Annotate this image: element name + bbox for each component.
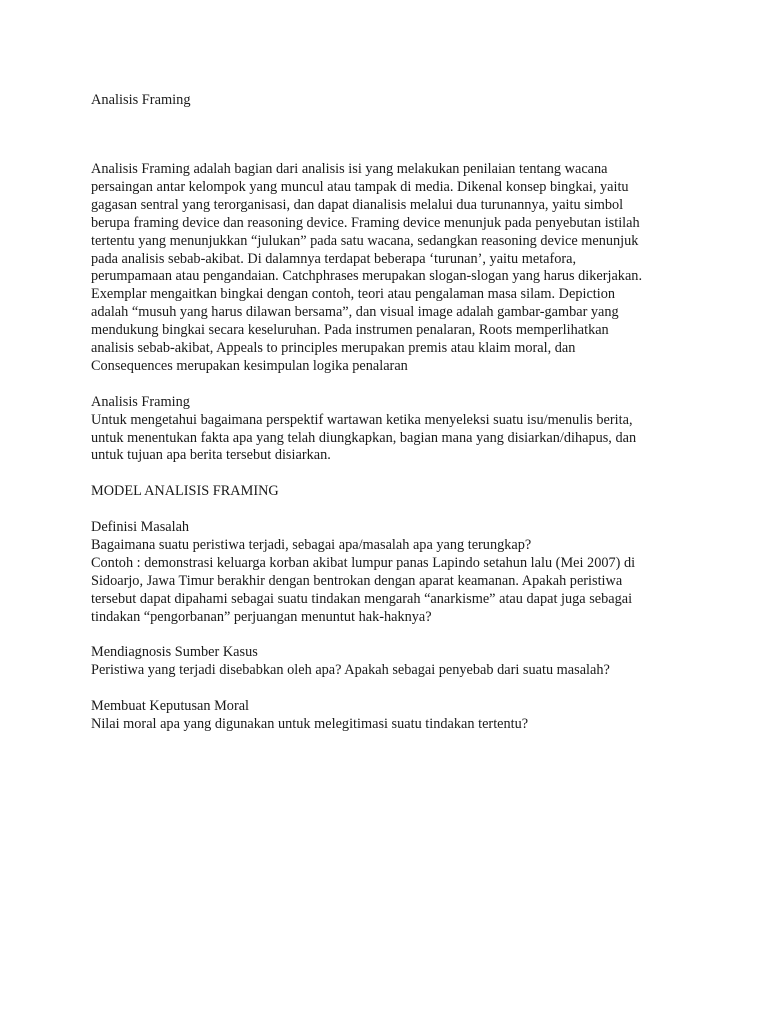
document-body [91, 161, 681, 734]
purpose-section [91, 394, 681, 466]
paragraph-line: tersebut dapat dipahami sebagai suatu tindakan mengarah “anarkisme” atau dapat juga sebagai [91, 590, 633, 607]
subsection-heading: Mendiagnosis Sumber Kasus [91, 644, 258, 661]
subsection-heading: Membuat Keputusan Moral [91, 698, 250, 715]
paragraph-line: berupa framing device dan reasoning device. Framing device menunjuk pada penyebutan istilah [91, 214, 640, 231]
paragraph-line: Nilai moral apa yang digunakan untuk melegitimasi suatu tindakan tertentu? [91, 716, 529, 733]
paragraph-line: analisis sebab-akibat, Appeals to principles merupakan premis atau klaim moral, dan [91, 340, 576, 357]
paragraph-line: gagasan sentral yang terorganisasi, dan dapat dianalisis melalui dua turunannya, yaitu simbol [91, 196, 624, 213]
paragraph-line: perumpamaan atau pengandaian. Catchphrases merupakan slogan-slogan yang harus dikerjakan. [91, 268, 643, 285]
paragraph-line: Peristiwa yang terjadi disebabkan oleh apa? Apakah sebagai penyebab dari suatu masalah? [91, 662, 610, 679]
paragraph-line: Bagaimana suatu peristiwa terjadi, sebagai apa/masalah apa yang terungkap? [91, 536, 532, 553]
paragraph-line: Exemplar mengaitkan bingkai dengan contoh, teori atau pengalaman masa silam. Depiction [91, 286, 616, 303]
paragraph-line: Sidoarjo, Jawa Timur berakhir dengan bentrokan dengan aparat keamanan. Apakah peristiwa [91, 572, 623, 589]
paragraph-line: Consequences merupakan kesimpulan logika penalaran [91, 357, 408, 374]
paragraph-line: Analisis Framing adalah bagian dari analisis isi yang melakukan penilaian tentang wacana [91, 161, 608, 177]
paragraph-line: pada analisis sebab-akibat. Di dalamnya terdapat beberapa ‘turunan’, yaitu metafora, [91, 250, 577, 267]
paragraph-line: persaingan antar kelompok yang muncul atau tampak di media. Dikenal konsep bingkai, yaitu [91, 178, 629, 195]
diagnosis-section [91, 644, 681, 680]
paragraph-line: tindakan “pengorbanan” perjuangan menuntut hak-haknya? [91, 608, 432, 625]
model-section [91, 483, 681, 501]
paragraph-line: untuk tujuan apa berita tersebut disiarkan. [91, 447, 331, 464]
definisi-section [91, 519, 681, 626]
section-heading: Analisis Framing [91, 393, 190, 410]
section-heading: MODEL ANALISIS FRAMING [91, 483, 279, 500]
document-title: Analisis Framing [91, 92, 191, 108]
intro-paragraph [91, 161, 681, 376]
paragraph-line: Untuk mengetahui bagaimana perspektif wartawan ketika menyeleksi suatu isu/menulis berita, [91, 411, 633, 428]
moral-section [91, 698, 681, 734]
paragraph-line: adalah “musuh yang harus dilawan bersama”, dan visual image adalah gambar-gambar yang [91, 304, 619, 321]
paragraph-line: Contoh : demonstrasi keluarga korban akibat lumpur panas Lapindo setahun lalu (Mei 2007) di [91, 554, 636, 571]
subsection-heading: Definisi Masalah [91, 519, 190, 536]
paragraph-line: untuk menentukan fakta apa yang telah diungkapkan, bagian mana yang disiarkan/dihapus, dan [91, 429, 637, 446]
paragraph-line: mendukung bingkai secara keseluruhan. Pada instrumen penalaran, Roots memperlihatkan [91, 322, 609, 339]
paragraph-line: tertentu yang menunjukkan “julukan” pada satu wacana, sedangkan reasoning device menunjuk [91, 232, 639, 249]
